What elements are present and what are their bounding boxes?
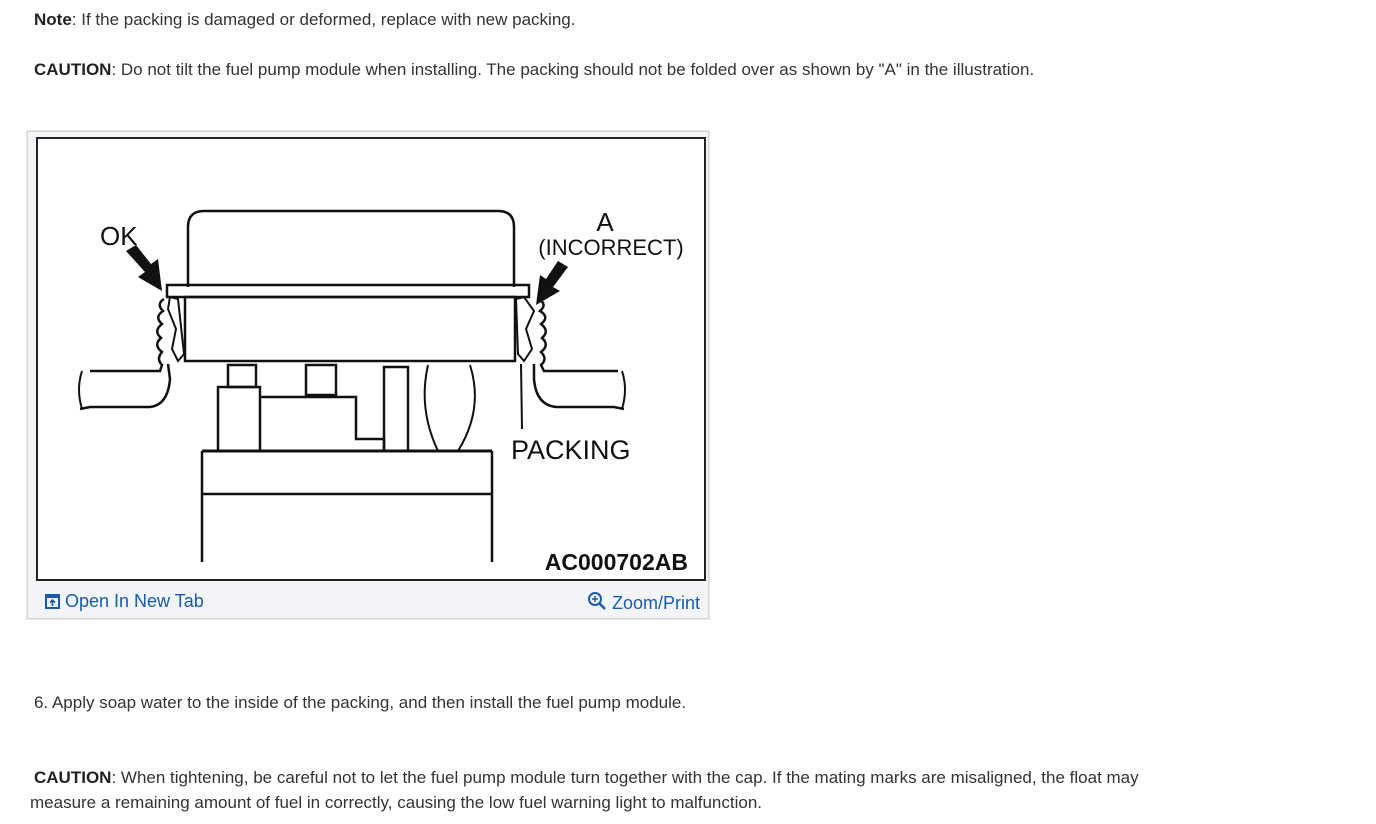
step-6: 6. Apply soap water to the inside of the packing, and then install the fuel pump module. — [34, 693, 687, 712]
open-in-new-tab-label: Open In New Tab — [65, 591, 204, 611]
figure-footer — [28, 582, 708, 618]
a-label: A — [596, 207, 614, 237]
module-body — [185, 297, 515, 361]
open-in-new-tab-link[interactable] — [45, 591, 204, 612]
caution-paragraph-2-line-2: measure a remaining amount of fuel in correctly, causing the low fuel warning light to malfunction. — [30, 793, 763, 812]
note-paragraph — [34, 9, 575, 31]
cap-flange — [167, 285, 529, 297]
caution-paragraph-2 — [34, 767, 1139, 789]
zoom-print-label: Zoom/Print — [611, 593, 700, 613]
zoom-in-icon — [587, 591, 607, 611]
incorrect-label: (INCORRECT) — [538, 235, 684, 260]
caution-label: CAUTION — [34, 60, 112, 79]
fuel-pump-packing-illustration — [36, 137, 706, 581]
open-new-tab-icon — [45, 594, 60, 609]
caution-text: : Do not tilt the fuel pump module when installing. The packing should not be folded over as shown by "A" in the illustration. — [111, 60, 1035, 79]
caution-label: CAUTION — [34, 768, 112, 787]
ok-arrow-icon — [126, 245, 162, 291]
illustration-figure — [27, 131, 709, 619]
caution-text: : When tightening, be careful not to let the fuel pump module turn together with the cap. If the mating marks are misaligned, the float may — [111, 768, 1139, 787]
caution-paragraph-1 — [34, 59, 1034, 81]
cap-outline — [188, 211, 514, 287]
note-label: Note — [34, 10, 72, 29]
zoom-print-link[interactable] — [587, 587, 700, 614]
note-text: : If the packing is damaged or deformed, replace with new packing. — [71, 10, 576, 29]
packing-label: PACKING — [511, 435, 631, 465]
ok-label: OK — [100, 221, 138, 251]
incorrect-arrow-icon — [536, 261, 568, 305]
figure-code: AC000702AB — [544, 549, 688, 575]
